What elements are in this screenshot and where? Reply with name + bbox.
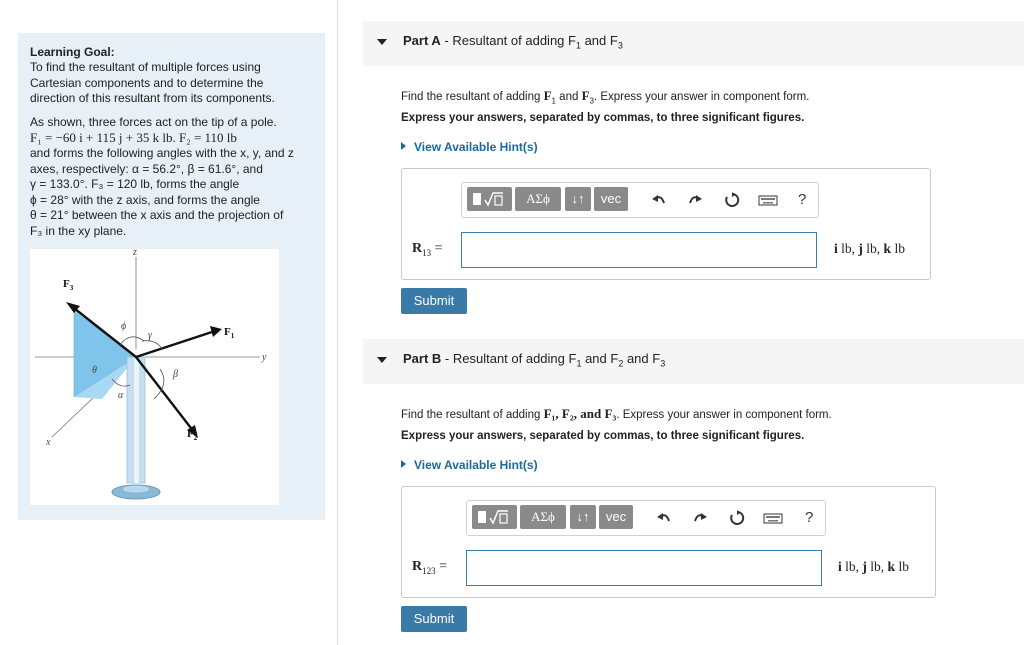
force-diagram <box>30 249 279 505</box>
label-theta: θ <box>92 365 97 376</box>
part-b-instruction: Find the resultant of adding F₁, F₂, and F₃. Express your answer in component form. <box>401 406 832 421</box>
goal-line-3: direction of this resultant from its components. <box>30 91 275 105</box>
subscript-superscript-button[interactable]: ↓↑ <box>565 187 591 211</box>
force-f1-arrowhead <box>210 326 222 337</box>
label-y: y <box>262 352 267 363</box>
part-a-math-toolbar <box>461 182 819 218</box>
problem-line-2: F₁ = −60 i + 115 j + 35 k lb. F₂ = 110 lb <box>30 130 237 145</box>
part-b-submit-button[interactable]: Submit <box>401 606 467 632</box>
reset-icon[interactable] <box>724 192 740 208</box>
collapse-triangle-icon[interactable] <box>377 39 387 45</box>
collapse-triangle-icon[interactable] <box>377 357 387 363</box>
problem-line-6: ϕ = 28° with the z axis, and forms the angle <box>30 193 260 207</box>
help-button[interactable]: ? <box>805 509 814 526</box>
part-a-answer-label: $R_{13}$ = <box>412 241 443 258</box>
learning-goal-panel <box>18 33 325 520</box>
label-alpha: α <box>118 390 124 401</box>
vector-button[interactable]: vec <box>599 505 633 529</box>
part-a-title: Part A - Resultant of adding $F_1$ and $F_3$ <box>403 33 623 51</box>
angle-gamma-arc <box>142 341 162 349</box>
part-a-instruction: Find the resultant of adding $F_1$ and $F_3$. Express your answer in component form. <box>401 88 810 106</box>
learning-goal-heading: Learning Goal: <box>30 45 115 59</box>
part-a-units: i lb, j lb, k lb <box>834 241 905 256</box>
part-b-sigfig-instruction: Express your answers, separated by commas, to three significant figures. <box>401 430 805 442</box>
part-a-header[interactable] <box>363 21 1024 66</box>
label-x: x <box>46 437 51 448</box>
part-b-answer-input[interactable] <box>466 550 822 586</box>
vector-button[interactable]: vec <box>594 187 628 211</box>
pole-base-top <box>123 486 149 493</box>
label-phi: ϕ <box>121 321 127 332</box>
templates-button[interactable] <box>467 187 512 211</box>
templates-button[interactable] <box>472 505 517 529</box>
goal-line-2: Cartesian components and to determine the <box>30 76 264 90</box>
part-a-answer-input[interactable] <box>461 232 817 268</box>
label-f3: $F_3$ <box>63 278 74 292</box>
redo-icon[interactable] <box>687 192 703 208</box>
redo-icon[interactable] <box>692 510 708 526</box>
part-a-answer-box <box>401 168 931 280</box>
undo-icon[interactable] <box>656 510 672 526</box>
part-b-header[interactable] <box>363 339 1024 384</box>
problem-line-8: F₃ in the xy plane. <box>30 224 127 238</box>
force-diagram-svg <box>30 249 279 505</box>
part-b-answer-label: $R_{123}$ = <box>412 559 448 576</box>
problem-line-4: axes, respectively: α = 56.2°, β = 61.6°, and <box>30 162 263 176</box>
greek-symbols-button[interactable]: ΑΣϕ <box>515 187 561 211</box>
help-button[interactable]: ? <box>798 191 807 208</box>
problem-line-3: and forms the following angles with the x, y, and z <box>30 146 294 160</box>
label-f2: $F_2$ <box>187 428 198 442</box>
part-b-math-toolbar <box>466 500 826 536</box>
templates-icon <box>472 505 517 529</box>
part-b-hint-link[interactable]: View Available Hint(s) <box>401 458 538 472</box>
label-f1: $F_1$ <box>224 326 235 340</box>
part-a-submit-button[interactable]: Submit <box>401 288 467 314</box>
keyboard-icon[interactable] <box>763 510 783 526</box>
reset-icon[interactable] <box>729 510 745 526</box>
part-b-units: i lb, j lb, k lb <box>838 559 909 574</box>
expand-triangle-icon <box>401 142 406 150</box>
undo-icon[interactable] <box>651 192 667 208</box>
problem-line-7: θ = 21° between the x axis and the projection of <box>30 208 284 222</box>
expand-triangle-icon <box>401 460 406 468</box>
angle-phi-arc <box>120 337 144 345</box>
label-z: z <box>133 249 137 258</box>
problem-line-5: γ = 133.0°. F₃ = 120 lb, forms the angle <box>30 177 240 191</box>
templates-icon <box>467 187 512 211</box>
pole-highlight <box>134 357 139 483</box>
part-a-hint-link[interactable]: View Available Hint(s) <box>401 140 538 154</box>
subscript-superscript-button[interactable]: ↓↑ <box>570 505 596 529</box>
column-divider <box>337 0 338 645</box>
part-a-sigfig-instruction: Express your answers, separated by commas, to three significant figures. <box>401 112 805 124</box>
label-gamma: γ <box>148 330 152 341</box>
goal-line-1: To find the resultant of multiple forces using <box>30 60 261 74</box>
part-b-answer-box <box>401 486 936 598</box>
part-b-title: Part B - Resultant of adding $F_1$ and $F_2$ and $F_3$ <box>403 351 666 369</box>
greek-symbols-button[interactable]: ΑΣϕ <box>520 505 566 529</box>
keyboard-icon[interactable] <box>758 192 778 208</box>
label-beta: β <box>173 369 178 380</box>
problem-line-1: As shown, three forces act on the tip of a pole. <box>30 115 277 129</box>
